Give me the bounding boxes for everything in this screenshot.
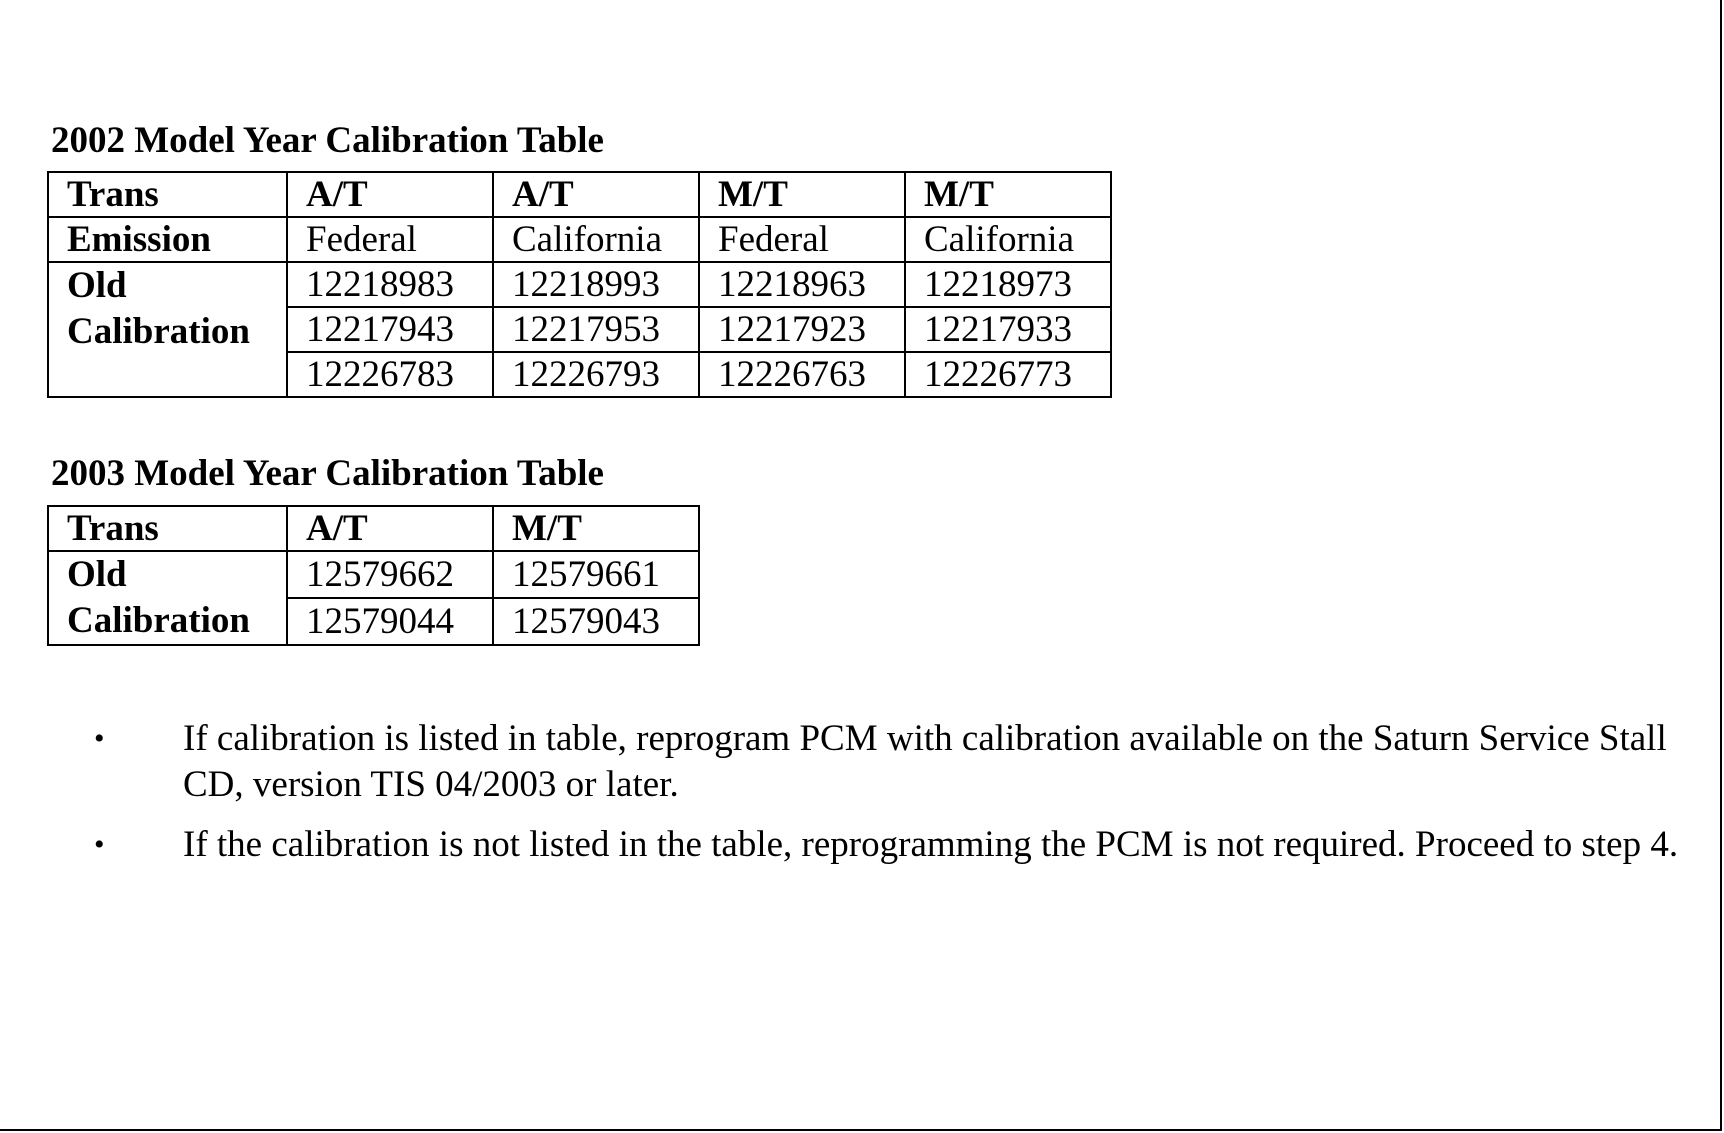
trans-cell: A/T — [287, 172, 493, 217]
instruction-list — [0, 716, 1724, 882]
trans-cell: M/T — [905, 172, 1111, 217]
calibration-cell: 12579661 — [493, 551, 699, 598]
table-row-emission — [48, 217, 1111, 262]
row-header-old-calibration — [48, 551, 287, 645]
row-header-emission: Emission — [48, 217, 287, 262]
calibration-cell: 12218993 — [493, 262, 699, 307]
old-label: Old — [67, 554, 127, 595]
calibration-table-2002 — [47, 171, 1112, 398]
old-label: Old — [67, 265, 127, 306]
calibration-cell: 12226773 — [905, 352, 1111, 397]
trans-cell: M/T — [493, 506, 699, 551]
calibration-cell: 12226793 — [493, 352, 699, 397]
bullet-icon: • — [94, 722, 105, 755]
list-item — [0, 822, 1683, 868]
calibration-table-2003 — [47, 505, 700, 646]
table-row — [48, 262, 1111, 307]
list-item — [0, 716, 1683, 808]
calibration-cell: 12217953 — [493, 307, 699, 352]
list-item-text: If calibration is listed in table, reprogram PCM with calibration available on the Saturn Service Stall CD, version TIS 04/2003 or later. — [183, 718, 1667, 805]
calibration-cell: 12218963 — [699, 262, 905, 307]
list-item-text: If the calibration is not listed in the table, reprogramming the PCM is not required. Proceed to step 4. — [183, 824, 1679, 865]
calibration-cell: 12218973 — [905, 262, 1111, 307]
calibration-cell: 12217923 — [699, 307, 905, 352]
calibration-cell: 12226763 — [699, 352, 905, 397]
table-2002-title: 2002 Model Year Calibration Table — [51, 120, 604, 161]
trans-cell: A/T — [493, 172, 699, 217]
calibration-cell: 12579044 — [287, 598, 493, 645]
table-2003-title: 2003 Model Year Calibration Table — [51, 453, 604, 494]
calibration-cell: 12218983 — [287, 262, 493, 307]
calibration-label: Calibration — [67, 311, 250, 352]
row-header-trans: Trans — [48, 506, 287, 551]
emission-cell: Federal — [699, 217, 905, 262]
emission-cell: California — [493, 217, 699, 262]
bullet-icon: • — [94, 828, 105, 861]
row-header-old-calibration — [48, 262, 287, 397]
emission-cell: California — [905, 217, 1111, 262]
calibration-cell: 12579043 — [493, 598, 699, 645]
calibration-cell: 12226783 — [287, 352, 493, 397]
table-row-trans — [48, 506, 699, 551]
row-header-trans: Trans — [48, 172, 287, 217]
calibration-cell: 12579662 — [287, 551, 493, 598]
table-row — [48, 551, 699, 598]
calibration-cell: 12217943 — [287, 307, 493, 352]
calibration-label: Calibration — [67, 600, 250, 641]
table-row-trans — [48, 172, 1111, 217]
trans-cell: A/T — [287, 506, 493, 551]
trans-cell: M/T — [699, 172, 905, 217]
calibration-cell: 12217933 — [905, 307, 1111, 352]
emission-cell: Federal — [287, 217, 493, 262]
